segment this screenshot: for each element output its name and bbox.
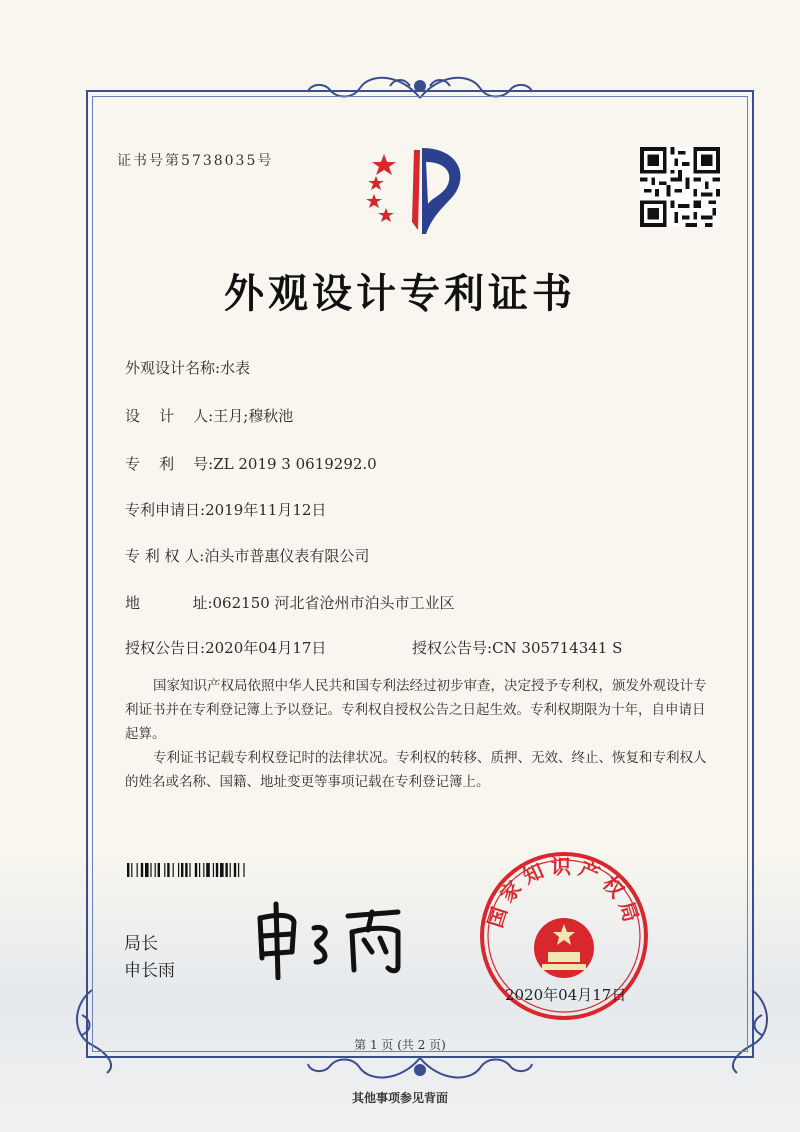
barcode-icon [127, 863, 317, 877]
seal-date: 2020年04月17日 [505, 986, 627, 1004]
page-title: 外观设计专利证书 [224, 271, 576, 317]
signature-icon [248, 896, 423, 980]
patent-number-row [125, 453, 377, 474]
design-name-label: 外观设计名称: [125, 359, 221, 377]
owner-value: 泊头市普惠仪表有限公司 [204, 547, 370, 565]
patent-number-label: 专 利 号: [125, 455, 214, 473]
seal-text: 国家知识产权局 [482, 854, 646, 931]
grant-number-row [412, 637, 622, 658]
patent-office-emblem-icon [356, 142, 476, 238]
grant-date-label: 授权公告日: [125, 639, 206, 657]
certificate-number: 证书号第5738035号 [117, 153, 274, 169]
address-label: 地 址: [125, 594, 213, 612]
apply-date-label: 专利申请日: [125, 501, 206, 519]
page-number: 第 1 页 (共 2 页) [354, 1038, 446, 1052]
qr-code-icon [640, 147, 720, 227]
apply-date-row [125, 499, 326, 520]
owner-row [125, 545, 369, 566]
paragraph-grant: 国家知识产权局依照中华人民共和国专利法经过初步审查，决定授予专利权，颁发外观设计专利证书并在专利登记簿上予以登记。专利权自授权公告之日起生效。专利权期限为十年，自申请日起算。 [125, 678, 707, 742]
director-name: 申长雨 [124, 961, 175, 981]
owner-label: 专 利 权 人: [125, 547, 205, 565]
grant-number-value: CN 305714341 S [492, 639, 623, 657]
director-title: 局长 [124, 934, 158, 954]
patent-number-value: ZL 2019 3 0619292.0 [213, 455, 377, 473]
address-row [125, 592, 455, 613]
paragraph-legal-status: 专利证书记载专利权登记时的法律状况。专利权的转移、质押、无效、终止、恢复和专利权人的姓名或名称、国籍、地址变更等事项记载在专利登记簿上。 [125, 750, 707, 790]
designer-value: 王月;穆秋池 [213, 407, 294, 425]
designer-row [125, 405, 293, 426]
grant-date-value: 2020年04月17日 [205, 639, 327, 657]
grant-number-label: 授权公告号: [412, 639, 493, 657]
design-name-row [125, 357, 250, 378]
designer-label: 设 计 人: [125, 407, 214, 425]
footer-note: 其他事项参见背面 [351, 1091, 448, 1105]
address-value: 062150 河北省沧州市泊头市工业区 [212, 594, 455, 612]
design-name-value: 水表 [220, 359, 251, 377]
grant-date-row [125, 637, 326, 658]
apply-date-value: 2019年11月12日 [205, 501, 327, 519]
